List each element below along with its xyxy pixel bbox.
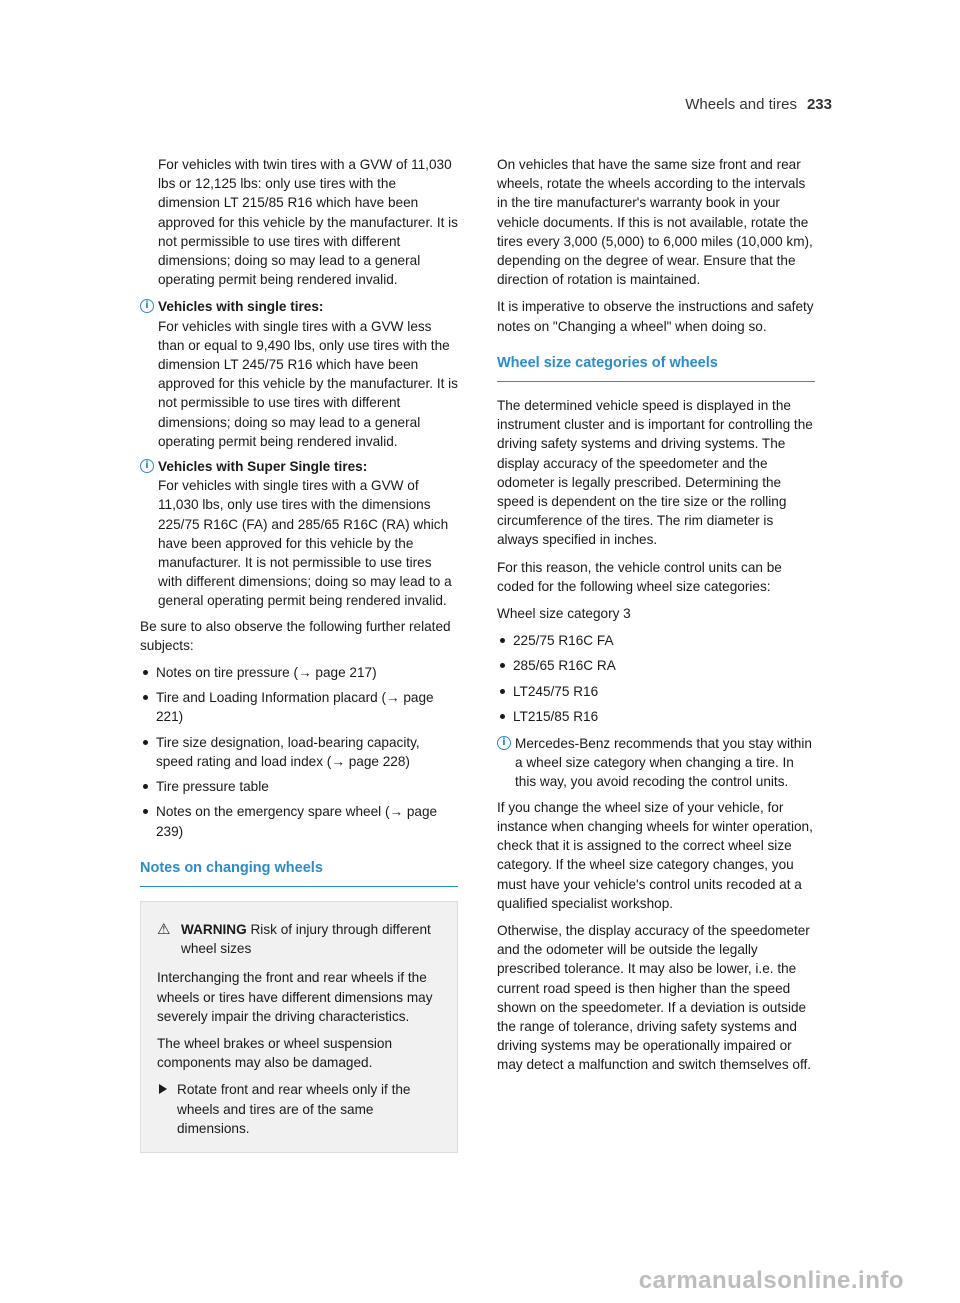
safety-notes-paragraph: It is imperative to observe the instructions and safety notes on "Changing a wheel" when doing so. <box>497 299 814 334</box>
single-tires-title: Vehicles with single tires: <box>158 299 324 315</box>
twin-tires-paragraph: For vehicles with twin tires with a GVW of 11,030 lbs or 12,125 lbs: only use tires with the dimension LT 215/85 R16 which have been approved for this vehicle by the manufacturer. It is not permissible to use tires with different dimensions; doing so may lead to a general operating permit being rendered invalid. <box>158 157 458 288</box>
list-item: Tire pressure table <box>140 777 458 796</box>
speed-paragraph: The determined vehicle speed is displayed in the instrument cluster and is important for controlling the driving safety systems and driving systems. The display accuracy of the speedometer and the odometer is legally prescribed. Determining the speed is dependent on the tire size or the rolling circumference of the tires. The rim diameter is always specified in inches. <box>497 398 813 548</box>
warning-label: WARNING <box>181 921 247 937</box>
list-item: LT215/85 R16 <box>497 707 815 726</box>
change-wheel-size-paragraph: If you change the wheel size of your vehicle, for instance when changing wheels for winter operation, check that it is assigned to the correct wheel size category. If the wheel size category changes, you must have your vehicle's control units recoded at a qualified specialist workshop. <box>497 799 813 911</box>
list-item[interactable]: Tire and Loading Information placard (→ page 221) <box>140 688 458 726</box>
list-item: 285/65 R16C RA <box>497 656 815 675</box>
warning-box <box>140 901 458 1153</box>
page-number: 233 <box>806 96 832 113</box>
warning-title: Risk of injury through different wheel sizes <box>181 921 431 957</box>
otherwise-paragraph: Otherwise, the display accuracy of the speedometer and the odometer will be outside the legally prescribed tolerance. It may also be lower, i.e. the current road speed is then higher than the speed shown on the speedometer. If a deviation is outside the range of tolerance, driving safety systems and driving systems may be operationally impaired or may detect a malfunction and switch themselves off. <box>497 922 812 1073</box>
watermark: carmanualsonline.info <box>638 1267 904 1294</box>
coded-paragraph: For this reason, the vehicle control units can be coded for the following wheel size categories: <box>497 559 782 594</box>
page-header <box>685 96 832 113</box>
warning-action-text: Rotate front and rear wheels only if the wheels and tires are of the same dimensions. <box>177 1082 411 1136</box>
further-subjects-list <box>140 663 458 841</box>
list-item: LT245/75 R16 <box>497 682 815 701</box>
further-subjects-intro: Be sure to also observe the following further related subjects: <box>140 618 451 653</box>
super-single-text: For vehicles with single tires with a GVW of 11,030 lbs, only use tires with the dimensions 225/75 R16C (FA) and 285/65 R16C (RA) which have been approved for this vehicle by the manufacturer. It is not permissible to use tires with different dimensions; doing so may lead to a general operating permit being rendered invalid. <box>158 478 452 609</box>
header-section-title: Wheels and tires <box>685 96 797 113</box>
warning-triangle-icon: ⚠ <box>157 919 171 938</box>
super-single-title: Vehicles with Super Single tires: <box>158 459 368 475</box>
right-column <box>497 155 815 1083</box>
rotate-wheels-paragraph: On vehicles that have the same size front and rear wheels, rotate the wheels according to the intervals in the tire manufacturer's warranty book in your vehicle documents. If this is not available, rotate the tires every 3,000 (5,000) to 6,000 miles (10,000 km), depending on the degree of wear. Ensure that the direction of rotation is maintained. <box>497 157 813 288</box>
section-title-changing-wheels: Notes on changing wheels <box>140 859 458 887</box>
warning-paragraph: Interchanging the front and rear wheels if the wheels or tires have different dimensions may severely impair the driving characteristics. <box>157 970 433 1024</box>
info-icon: i <box>140 299 154 313</box>
warning-action <box>157 1080 441 1138</box>
list-item: 225/75 R16C FA <box>497 631 815 650</box>
info-icon: i <box>497 736 511 750</box>
section-title-wheel-size: Wheel size categories of wheels <box>497 354 815 382</box>
category-label: Wheel size category 3 <box>497 606 631 622</box>
recommendation-text: Mercedes-Benz recommends that you stay within a wheel size category when changing a tire. In this way, you avoid recoding the control units. <box>515 736 812 790</box>
info-recommendation <box>497 734 815 792</box>
list-item[interactable]: Tire size designation, load-bearing capacity, speed rating and load index (→ page 228) <box>140 733 458 771</box>
warning-heading <box>157 920 441 958</box>
info-super-single-tires <box>140 457 458 611</box>
single-tires-text: For vehicles with single tires with a GVW less than or equal to 9,490 lbs, only use tires with the dimension LT 245/75 R16 which have been approved for this vehicle by the manufacturer. It is not permissible to use tires with different dimensions; doing so may lead to a general operating permit being rendered invalid. <box>158 318 458 449</box>
info-icon: i <box>140 459 154 473</box>
category-list <box>497 631 815 726</box>
info-single-tires <box>140 297 458 451</box>
left-column <box>140 155 458 1153</box>
warning-paragraph: The wheel brakes or wheel suspension components may also be damaged. <box>157 1035 393 1071</box>
list-item[interactable]: Notes on the emergency spare wheel (→ page 239) <box>140 802 458 840</box>
list-item[interactable]: Notes on tire pressure (→ page 217) <box>140 663 458 682</box>
